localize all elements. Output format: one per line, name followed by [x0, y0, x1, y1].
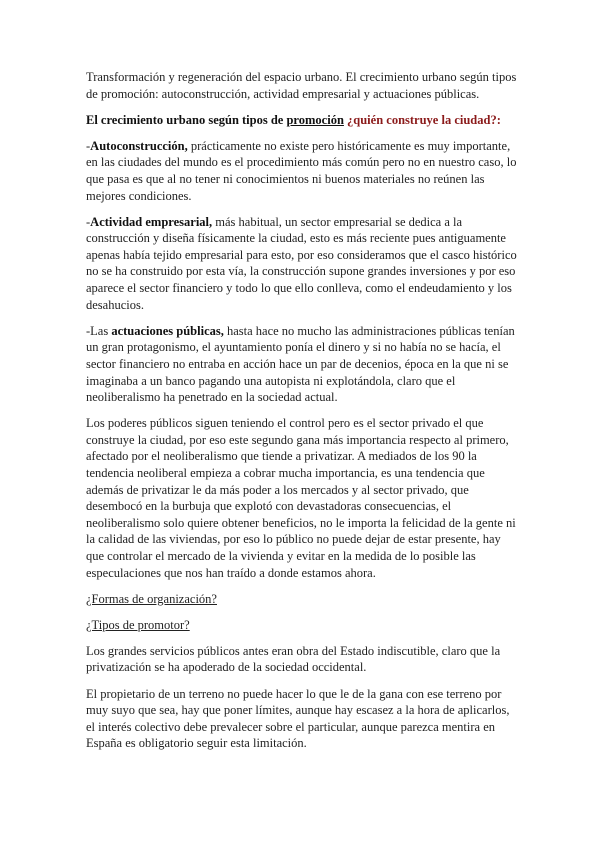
item-prefix: -	[86, 138, 91, 153]
tipos-promotor-paragraph	[86, 617, 519, 634]
heading-text: El crecimiento urbano según tipos de	[86, 112, 287, 127]
item-actuaciones-publicas	[86, 323, 519, 406]
item-text: más habitual, un sector empresarial se dedica a la construcción y diseña físicamente la ciudad, esto es más reciente pues antiguamente apenas había tejido empresarial para esto, por eso consideramos que el casco histórico no se ha construido por esta vía, la construcción supone grandes inversiones y por eso aparece el sector financiero y todo lo que ello conlleva, como el endeudamiento y los desahucios.	[86, 214, 517, 312]
item-prefix: -Las	[86, 323, 112, 338]
heading-question: ¿quién construye la ciudad?:	[347, 112, 501, 127]
item-autoconstruccion	[86, 138, 519, 204]
item-actividad-empresarial	[86, 214, 519, 314]
section-heading	[86, 112, 519, 129]
formas-organizacion-link[interactable]: ¿Formas de organización?	[86, 591, 217, 606]
tipos-promotor-link[interactable]: ¿Tipos de promotor?	[86, 617, 190, 632]
intro-paragraph: Transformación y regeneración del espacio urbano. El crecimiento urbano según tipos de promoción: autoconstrucción, actividad empresarial y actuaciones públicas.	[86, 70, 517, 101]
item-prefix: -	[86, 214, 91, 229]
paragraph-servicios-publicos: Los grandes servicios públicos antes eran obra del Estado indiscutible, claro que la privatización se ha apoderado de la sociedad occidental.	[86, 643, 501, 675]
item-term: Autoconstrucción	[90, 138, 185, 153]
document-body	[86, 69, 519, 761]
paragraph-propietario: El propietario de un terreno no puede hacer lo que le de la gana con ese terreno por muy suyo que sea, hay que poner límites, aunque hay escasez a la hora de aplicarlos, el interés colectivo debe prevalecer sobre el particular, aunque parezca mentira en España es obligatorio seguir esta limitación.	[86, 686, 510, 751]
item-term: Actividad empresarial,	[90, 214, 213, 229]
item-term-punct: ,	[184, 138, 188, 153]
item-text: hasta hace no mucho las administraciones públicas tenían un gran protagonismo, el ayuntamiento ponía el dinero y si no había no se hacía, el sector financiero no entraba en acción hace un par de decenios, época en la que ni se imaginaba a un banco pagando una autopista ni explotándola, claro que el neoliberalismo ha penetrado en la sociedad actual.	[86, 323, 515, 405]
item-text: prácticamente no existe pero históricamente es muy importante, en las ciudades del mundo es el procedimiento más común pero no en nuestro caso, lo que pasa es que al no tener ni conocimientos ni buenos materiales no reúnen las mejores condiciones.	[86, 138, 517, 203]
item-term-punct: ,	[220, 323, 224, 338]
formas-organizacion-paragraph	[86, 591, 519, 608]
item-term: actuaciones públicas	[111, 323, 221, 338]
paragraph-poderes-publicos: Los poderes públicos siguen teniendo el control pero es el sector privado el que construye la ciudad, por eso este segundo gana más importancia respecto al primero, afectado por el neoliberalismo que tiende a privatizar. A mediados de los 90 la tendencia neoliberal empieza a cobrar mucha importancia, es una tendencia que además de privatizar le da más poder a los mercados y al sector privado, que desembocó en la burbuja que explotó con devastadoras consecuencias, el neoliberalismo solo quiere obtener beneficios, no le importa la felicidad de la gente ni la calidad de las viviendas, por eso lo público no puede dejar de estar presente, hay que controlar el mercado de la vivienda y evitar en la medida de lo posible las especulaciones que nos han traído a donde estamos ahora.	[86, 416, 516, 580]
heading-promocion: promoción	[286, 112, 344, 127]
